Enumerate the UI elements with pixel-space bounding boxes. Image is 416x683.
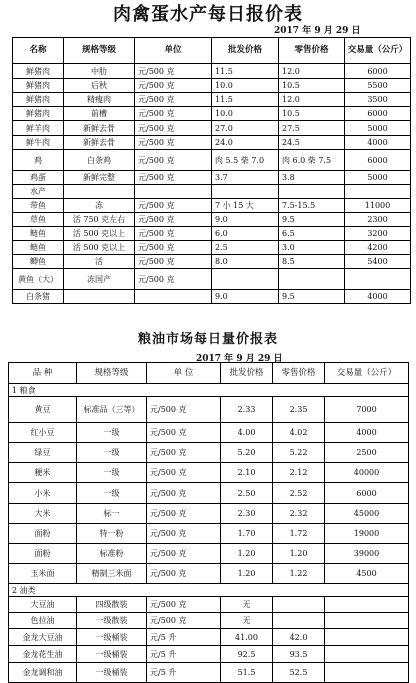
- cell-volume: [325, 629, 409, 646]
- header-volume: 交易量（公斤）: [325, 363, 409, 384]
- cell-wholesale: 2.30: [221, 504, 273, 524]
- table-row: [9, 443, 409, 463]
- table-row: [13, 136, 411, 150]
- cell-retail: 27.5: [279, 121, 345, 136]
- cell-volume: 39000: [325, 544, 409, 564]
- cell-volume: [345, 185, 411, 199]
- cell-spec: 白条鸡: [64, 150, 135, 171]
- cell-retail: 肉 6.0 柴 7.5: [279, 150, 345, 171]
- table-row: [9, 483, 409, 504]
- cell-volume: 7000: [325, 397, 409, 423]
- table-row: [13, 185, 411, 199]
- cell-volume: 3200: [345, 227, 411, 241]
- cell-wholesale: 2.50: [221, 483, 273, 504]
- cell-wholesale: 2.33: [221, 397, 273, 423]
- cell-retail: 3.8: [279, 171, 345, 185]
- cell-unit: 元/500 克: [147, 483, 221, 504]
- cell-retail: [279, 269, 345, 290]
- cell-spec: 活 500 克以上: [64, 241, 135, 255]
- cell-volume: 5000: [345, 121, 411, 136]
- cell-spec: 一级: [77, 443, 147, 463]
- cell-retail: 10.5: [279, 79, 345, 93]
- table-row: [13, 121, 411, 136]
- cell-volume: [325, 663, 409, 683]
- meat-report-date: 2017 年 9 月 29 日: [274, 26, 361, 36]
- table-row: [13, 255, 411, 269]
- grain-oil-title: 粮油市场每日量价报表: [137, 332, 278, 347]
- cell-unit: 元/500 克: [147, 504, 221, 524]
- cell-wholesale: 2.10: [221, 463, 273, 483]
- cell-spec: 一级桶装: [77, 663, 147, 683]
- header-name: 品 种: [9, 363, 77, 384]
- cell-spec: 标准品（三等）: [77, 397, 147, 423]
- header-spec: 规格等级: [64, 38, 135, 64]
- grain-report-date: 2017 年 9 月 29 日: [196, 354, 283, 364]
- cell-wholesale: 11.5: [212, 93, 279, 107]
- cell-retail: 93.5: [273, 646, 325, 663]
- cell-name: 鲫鱼: [13, 255, 64, 269]
- cell-name: 绿豆: [9, 443, 77, 463]
- section-oil: [9, 584, 409, 597]
- cell-spec: 活: [64, 255, 135, 269]
- cell-volume: 3500: [345, 93, 411, 107]
- cell-name: 金龙大豆油: [9, 629, 77, 646]
- cell-unit: 元/500 克: [147, 613, 221, 629]
- cell-volume: 6000: [345, 64, 411, 79]
- table-row: [13, 64, 411, 79]
- cell-spec: 四级散装: [77, 597, 147, 613]
- table-row: [13, 241, 411, 255]
- cell-spec: 新鲜完整: [64, 171, 135, 185]
- cell-retail: 9.5: [279, 290, 345, 304]
- cell-retail: 3.0: [279, 241, 345, 255]
- cell-name: 鸡: [13, 150, 64, 171]
- cell-spec: 前槽: [64, 107, 135, 121]
- cell-volume: 4000: [345, 136, 411, 150]
- cell-spec: 冻: [64, 199, 135, 213]
- cell-retail: 6.5: [279, 227, 345, 241]
- cell-retail: 2.52: [273, 483, 325, 504]
- table-row: [9, 646, 409, 663]
- cell-name: 面粉: [9, 544, 77, 564]
- table-row: [9, 663, 409, 683]
- cell-name: 鲜猪肉: [13, 64, 64, 79]
- cell-unit: 元/500 克: [147, 443, 221, 463]
- section-oil-label: 2 油类: [9, 584, 409, 597]
- cell-name: 粳米: [9, 463, 77, 483]
- cell-unit: 元/500 克: [135, 255, 212, 269]
- table-header-row: [13, 38, 411, 64]
- table-row: [9, 423, 409, 443]
- cell-spec: 后秋: [64, 79, 135, 93]
- cell-retail: 12.0: [279, 93, 345, 107]
- header-spec: 规格等级: [77, 363, 147, 384]
- cell-name: 鲢鱼: [13, 227, 64, 241]
- cell-wholesale: 11.5: [212, 64, 279, 79]
- cell-name: 鲢鱼: [13, 241, 64, 255]
- cell-wholesale: 10.0: [212, 107, 279, 121]
- cell-wholesale: 10.0: [212, 79, 279, 93]
- cell-name: 草鱼: [13, 213, 64, 227]
- cell-unit: 元/500 克: [135, 269, 212, 290]
- cell-name: 鸡蛋: [13, 171, 64, 185]
- cell-spec: 冻国产: [64, 269, 135, 290]
- table-row: [13, 290, 411, 304]
- cell-unit: [135, 290, 212, 304]
- cell-volume: [345, 269, 411, 290]
- cell-unit: 元/500 克: [135, 107, 212, 121]
- cell-name: 面粉: [9, 524, 77, 544]
- cell-volume: [325, 597, 409, 613]
- cell-unit: 元/500 克: [135, 213, 212, 227]
- table-row: [9, 597, 409, 613]
- table-header-row: [9, 363, 409, 384]
- cell-volume: 19000: [325, 524, 409, 544]
- header-wholesale: 批发价格: [221, 363, 273, 384]
- cell-retail: [279, 185, 345, 199]
- cell-unit: 元/500 克: [135, 136, 212, 150]
- cell-retail: 42.0: [273, 629, 325, 646]
- cell-spec: 一级散装: [77, 613, 147, 629]
- cell-wholesale: 1.20: [221, 544, 273, 564]
- cell-unit: 元/500 克: [147, 524, 221, 544]
- cell-retail: 52.5: [273, 663, 325, 683]
- cell-volume: 6000: [345, 150, 411, 171]
- cell-unit: 元/500 克: [147, 463, 221, 483]
- cell-spec: 新鲜去骨: [64, 121, 135, 136]
- cell-retail: 7.5-15.5: [279, 199, 345, 213]
- cell-wholesale: 41.00: [221, 629, 273, 646]
- table-row: [9, 524, 409, 544]
- cell-wholesale: 8.0: [212, 255, 279, 269]
- cell-name: 大米: [9, 504, 77, 524]
- cell-name: 黄豆: [9, 397, 77, 423]
- cell-wholesale: 6.0: [212, 227, 279, 241]
- table-row: [13, 107, 411, 121]
- cell-retail: 1.20: [273, 544, 325, 564]
- cell-retail: 10.5: [279, 107, 345, 121]
- cell-unit: 元/500 克: [135, 171, 212, 185]
- cell-spec: 精制三米面: [77, 564, 147, 584]
- cell-volume: 2300: [345, 213, 411, 227]
- cell-volume: 5000: [345, 171, 411, 185]
- header-unit: 单 位: [147, 363, 221, 384]
- cell-wholesale: 9.0: [212, 290, 279, 304]
- cell-volume: 11000: [345, 199, 411, 213]
- cell-unit: 元/500 克: [147, 423, 221, 443]
- cell-volume: 5500: [345, 79, 411, 93]
- cell-volume: 2500: [325, 443, 409, 463]
- cell-retail: 24.5: [279, 136, 345, 150]
- cell-retail: [273, 597, 325, 613]
- cell-spec: 精瘦肉: [64, 93, 135, 107]
- table-row: [13, 93, 411, 107]
- cell-spec: 特一粉: [77, 524, 147, 544]
- cell-spec: 标准粉: [77, 544, 147, 564]
- cell-retail: 2.12: [273, 463, 325, 483]
- cell-wholesale: 24.0: [212, 136, 279, 150]
- cell-spec: [64, 185, 135, 199]
- cell-wholesale: 1.70: [221, 524, 273, 544]
- cell-name: 鲜猪肉: [13, 79, 64, 93]
- cell-name: 带鱼: [13, 199, 64, 213]
- cell-wholesale: 2.5: [212, 241, 279, 255]
- section-grain: [9, 384, 409, 397]
- cell-retail: 1.72: [273, 524, 325, 544]
- cell-unit: 元/500 克: [135, 121, 212, 136]
- cell-wholesale: 无: [221, 597, 273, 613]
- cell-name: 金龙调和油: [9, 663, 77, 683]
- table-row: [9, 544, 409, 564]
- table-row: [13, 269, 411, 290]
- header-retail: 零售价格: [279, 38, 345, 64]
- cell-spec: 活 500 克以上: [64, 227, 135, 241]
- header-retail: 零售价格: [273, 363, 325, 384]
- cell-name: 红小豆: [9, 423, 77, 443]
- table-row: [9, 564, 409, 584]
- table-row: [9, 613, 409, 629]
- cell-spec: 一级: [77, 483, 147, 504]
- cell-name: 色拉油: [9, 613, 77, 629]
- cell-retail: 9.5: [279, 213, 345, 227]
- cell-wholesale: [212, 269, 279, 290]
- header-unit: 单位: [135, 38, 212, 64]
- table-row: [13, 150, 411, 171]
- cell-unit: 元/500 克: [135, 79, 212, 93]
- cell-name: 鲜猪肉: [13, 93, 64, 107]
- cell-wholesale: 7 小 15 大: [212, 199, 279, 213]
- meat-price-title: 肉禽蛋水产每日报价表: [113, 4, 303, 25]
- cell-wholesale: 92.5: [221, 646, 273, 663]
- cell-unit: 元/5 升: [147, 629, 221, 646]
- cell-unit: 元/500 克: [147, 544, 221, 564]
- cell-volume: 40000: [325, 463, 409, 483]
- header-volume: 交易量（公斤）: [345, 38, 411, 64]
- cell-wholesale: 27.0: [212, 121, 279, 136]
- cell-name: 金龙花生油: [9, 646, 77, 663]
- cell-retail: 12.0: [279, 64, 345, 79]
- cell-retail: 4.02: [273, 423, 325, 443]
- cell-spec: 活 750 克左右: [64, 213, 135, 227]
- cell-wholesale: 4.00: [221, 423, 273, 443]
- cell-retail: 1.22: [273, 564, 325, 584]
- cell-unit: 元/500 克: [135, 93, 212, 107]
- cell-name: 玉米面: [9, 564, 77, 584]
- meat-price-table: [12, 37, 411, 304]
- cell-volume: 4000: [325, 423, 409, 443]
- cell-spec: 一级: [77, 463, 147, 483]
- cell-name: 水产: [13, 185, 64, 199]
- cell-name: 大豆油: [9, 597, 77, 613]
- cell-unit: 元/500 克: [135, 199, 212, 213]
- header-wholesale: 批发价格: [212, 38, 279, 64]
- cell-retail: 8.5: [279, 255, 345, 269]
- cell-wholesale: [212, 185, 279, 199]
- cell-unit: 元/5 升: [147, 663, 221, 683]
- cell-retail: 5.22: [273, 443, 325, 463]
- cell-name: 鲜猪肉: [13, 107, 64, 121]
- table-row: [9, 463, 409, 483]
- cell-unit: 元/500 克: [147, 397, 221, 423]
- table-row: [13, 227, 411, 241]
- cell-name: 黄鱼（大）: [13, 269, 64, 290]
- cell-spec: [64, 290, 135, 304]
- table-row: [13, 171, 411, 185]
- cell-unit: 元/500 克: [135, 227, 212, 241]
- cell-wholesale: 3.7: [212, 171, 279, 185]
- table-row: [9, 629, 409, 646]
- header-name: 名称: [13, 38, 64, 64]
- cell-unit: 元/500 克: [147, 597, 221, 613]
- cell-unit: 元/500 克: [135, 150, 212, 171]
- cell-wholesale: 肉 5.5 柴 7.0: [212, 150, 279, 171]
- cell-unit: [135, 185, 212, 199]
- cell-volume: 6000: [345, 107, 411, 121]
- cell-spec: 一级: [77, 423, 147, 443]
- cell-unit: 元/500 克: [135, 241, 212, 255]
- table-row: [13, 199, 411, 213]
- cell-volume: [325, 613, 409, 629]
- table-row: [9, 504, 409, 524]
- cell-spec: 一级桶装: [77, 629, 147, 646]
- cell-name: 小米: [9, 483, 77, 504]
- cell-name: 鲜羊肉: [13, 121, 64, 136]
- cell-unit: 元/500 克: [135, 64, 212, 79]
- cell-retail: 2.35: [273, 397, 325, 423]
- cell-volume: 4000: [345, 290, 411, 304]
- cell-spec: 中肋: [64, 64, 135, 79]
- cell-wholesale: 51.5: [221, 663, 273, 683]
- cell-volume: 5400: [345, 255, 411, 269]
- cell-wholesale: 无: [221, 613, 273, 629]
- cell-unit: 元/500 克: [147, 564, 221, 584]
- cell-wholesale: 9.0: [212, 213, 279, 227]
- cell-wholesale: 5.20: [221, 443, 273, 463]
- cell-volume: [325, 646, 409, 663]
- table-row: [9, 397, 409, 423]
- cell-spec: 一级桶装: [77, 646, 147, 663]
- table-row: [13, 79, 411, 93]
- table-row: [13, 213, 411, 227]
- cell-name: 鲜牛肉: [13, 136, 64, 150]
- cell-name: 白条猪: [13, 290, 64, 304]
- section-grain-label: 1 粮食: [9, 384, 409, 397]
- cell-volume: 4200: [345, 241, 411, 255]
- cell-retail: 2.32: [273, 504, 325, 524]
- cell-wholesale: 1.20: [221, 564, 273, 584]
- cell-spec: 新鲜去骨: [64, 136, 135, 150]
- cell-volume: 4500: [325, 564, 409, 584]
- cell-unit: 元/5 升: [147, 646, 221, 663]
- grain-oil-table: [8, 362, 409, 683]
- cell-retail: [273, 613, 325, 629]
- cell-volume: 45000: [325, 504, 409, 524]
- cell-volume: 6000: [325, 483, 409, 504]
- cell-spec: 标一: [77, 504, 147, 524]
